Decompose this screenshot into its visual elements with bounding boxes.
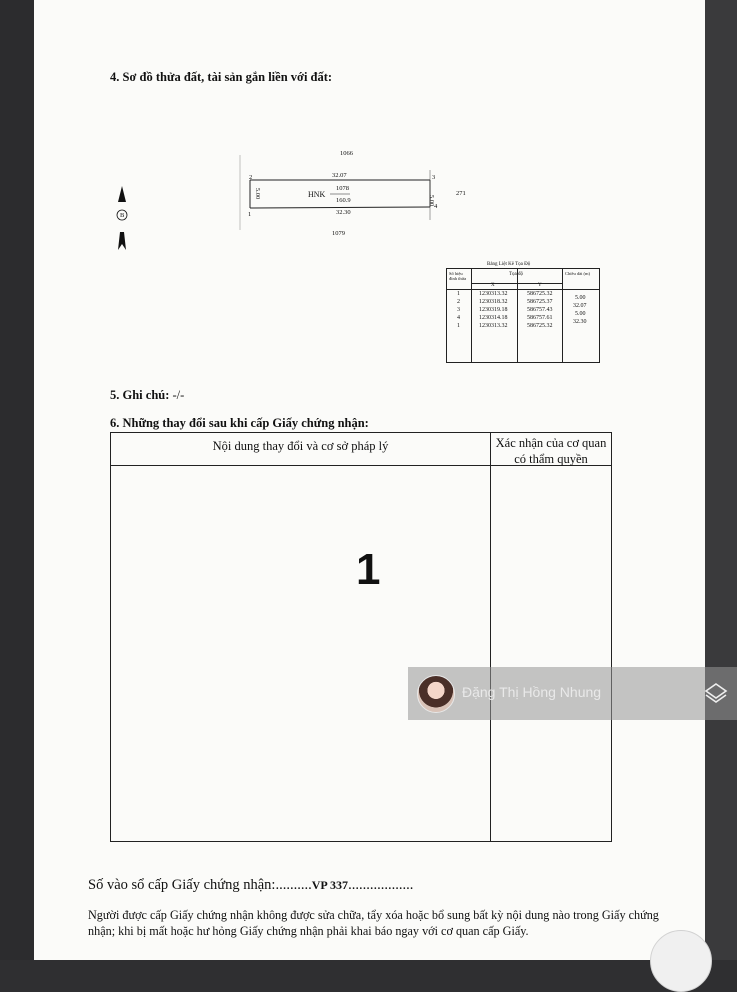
coord-length: 32.07 <box>573 303 587 309</box>
coord-col-x: X <box>491 283 495 288</box>
edge-left-length: 5.00 <box>254 187 262 200</box>
coord-length: 5.00 <box>575 295 586 301</box>
corner-2-label: 2 <box>249 174 253 181</box>
parcel-number-label: 1078 <box>336 185 349 192</box>
registry-line <box>88 877 413 894</box>
north-arrow-letter: B <box>120 212 125 219</box>
coord-row-x: 1230313.32 <box>479 291 508 297</box>
edge-top-length: 32.07 <box>332 172 347 179</box>
coord-row-point: 3 <box>457 307 460 313</box>
parcel-area-label: 160.9 <box>336 197 351 204</box>
coord-row-y: 586725.32 <box>527 291 553 297</box>
changes-table <box>110 432 612 842</box>
neighbor-parcel-right: 271 <box>456 190 466 197</box>
coord-row-y: 586725.32 <box>527 323 553 329</box>
land-parcel-diagram <box>100 140 520 260</box>
edge-right-length: 5.00 <box>428 194 436 207</box>
coord-row-y: 586757.43 <box>527 307 553 313</box>
coord-col-length: Chiều dài (m) <box>565 271 590 276</box>
layers-icon[interactable] <box>704 681 728 705</box>
uploader-name[interactable]: Đặng Thị Hồng Nhung <box>462 684 602 700</box>
avatar[interactable] <box>417 675 455 713</box>
corner-1-label: 1 <box>248 211 252 218</box>
section-5-label: 5. Ghi chú: <box>110 388 170 402</box>
coord-row-x: 1230314.18 <box>479 315 508 321</box>
land-type-label: HNK <box>308 190 326 199</box>
changes-col-confirmation <box>491 435 611 467</box>
footer-note: Người được cấp Giấy chứng nhận không được sửa chữa, tẩy xóa hoặc bổ sung bất kỳ nội dung nào trong Giấy chứng nhận; khi bị mất hoặc hư hỏng Giấy chứng nhận phải khai báo ngay với cơ quan cấp Giấy. <box>88 908 659 938</box>
registry-label: Số vào sổ cấp Giấy chứng nhận: <box>88 877 276 893</box>
coordinate-table <box>446 262 600 363</box>
corner-4-label: 4 <box>434 203 438 210</box>
changes-col-content: Nội dung thay đổi và cơ sở pháp lý <box>212 439 389 453</box>
coord-table-title: Bảng Liệt Kê Tọa Độ <box>487 262 531 267</box>
coord-col-coord: Tọa độ <box>509 272 524 277</box>
changes-col-confirmation-line1: Xác nhận của cơ quan <box>495 436 607 450</box>
coord-length: 32.30 <box>573 319 587 325</box>
section-5-heading <box>110 388 184 403</box>
coord-row-y: 586725.37 <box>527 299 553 305</box>
coord-row-x: 1230318.32 <box>479 299 508 305</box>
coord-row-x: 1230319.18 <box>479 307 508 313</box>
coord-length: 5.00 <box>575 311 586 317</box>
section-6-heading: 6. Những thay đổi sau khi cấp Giấy chứng nhận: <box>110 416 369 430</box>
neighbor-parcel-bottom: 1079 <box>332 230 345 237</box>
registry-dots-before: .......... <box>275 877 312 893</box>
parcel-outline <box>100 140 520 260</box>
section-5-value: -/- <box>172 388 185 402</box>
scan-button[interactable] <box>650 930 712 992</box>
section-4-heading: 4. Sơ đồ thửa đất, tài sản gắn liền với đất: <box>110 70 333 84</box>
coord-row-point: 2 <box>457 299 460 305</box>
changes-col-confirmation-line2: có thẩm quyền <box>514 452 588 466</box>
neighbor-parcel-top: 1066 <box>340 150 353 157</box>
coord-col-point: Số hiệu đỉnh thửa <box>449 271 467 281</box>
coord-row-x: 1230313.32 <box>479 323 508 329</box>
registry-dots-after: .................. <box>348 877 414 893</box>
scan-edge-left <box>0 0 34 960</box>
page-number: 1 <box>356 545 381 594</box>
coord-row-point: 1 <box>457 323 460 329</box>
coord-col-y: Y <box>538 283 542 288</box>
corner-3-label: 3 <box>432 174 436 181</box>
registry-number: VP 337 <box>311 878 349 892</box>
coord-row-point: 1 <box>457 291 460 297</box>
scan-edge-right <box>705 0 737 960</box>
coord-row-y: 586757.61 <box>527 315 553 321</box>
edge-bottom-length: 32.30 <box>336 209 351 216</box>
coord-row-point: 4 <box>457 315 460 321</box>
